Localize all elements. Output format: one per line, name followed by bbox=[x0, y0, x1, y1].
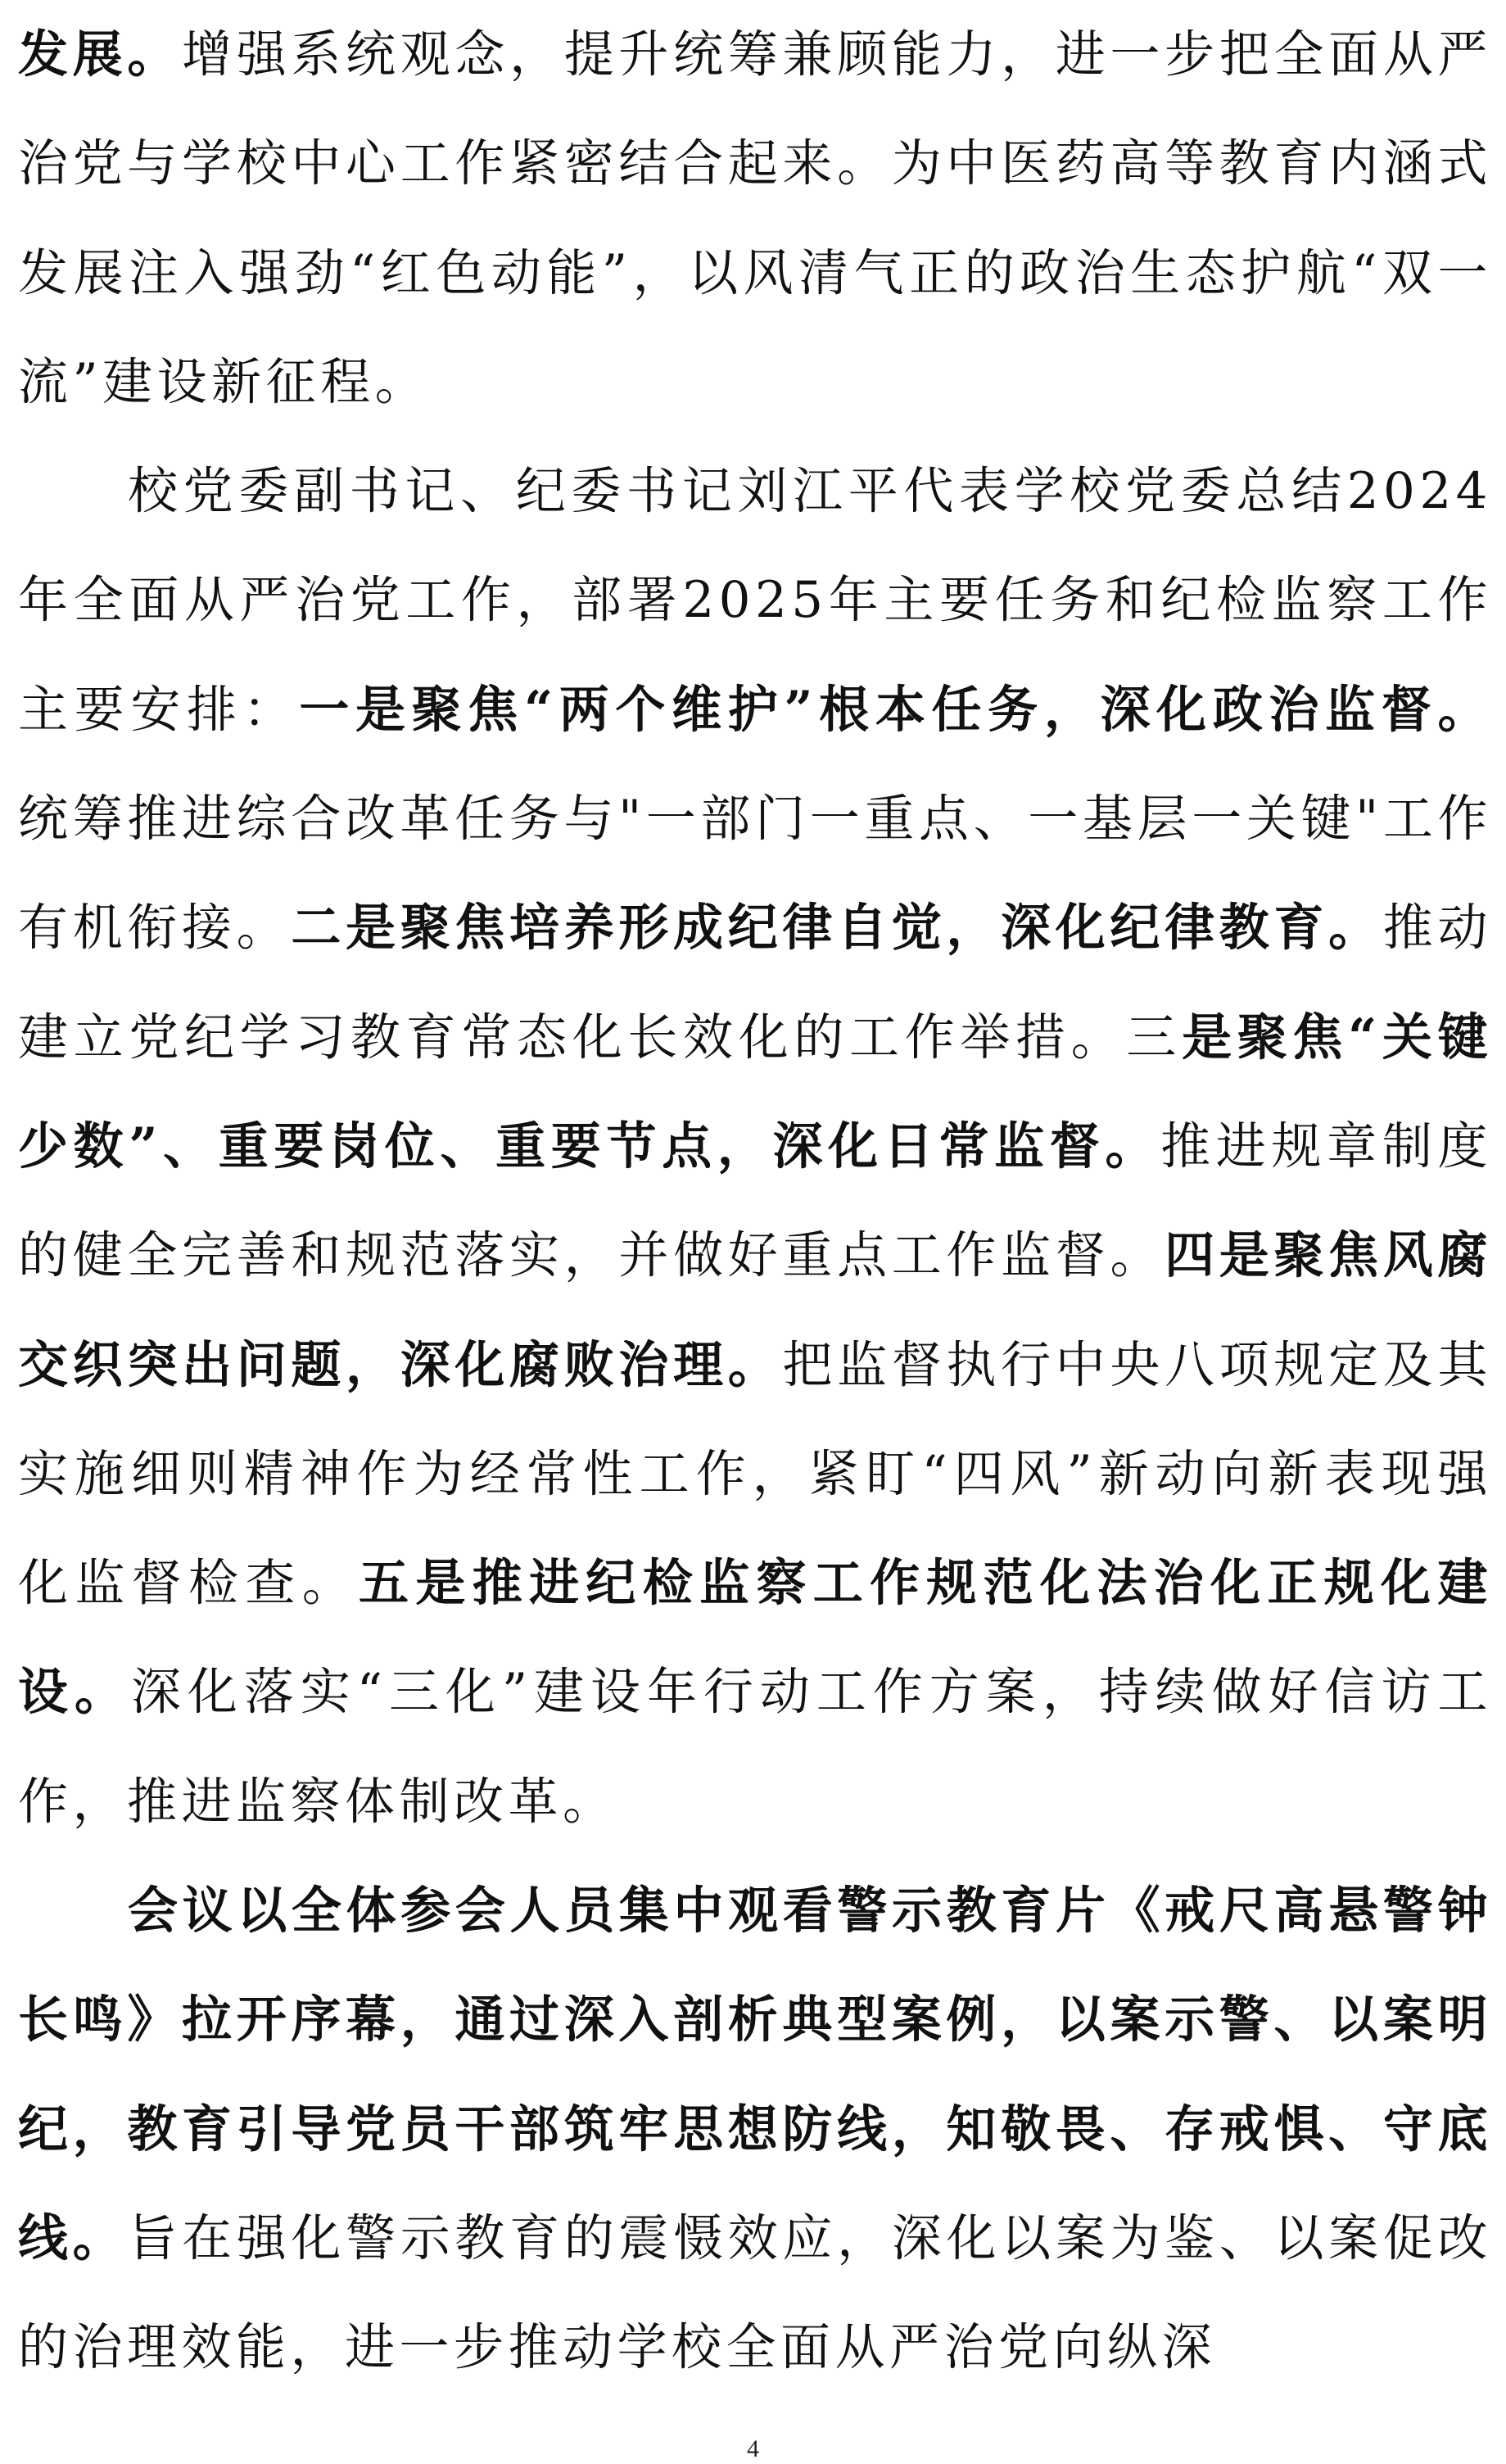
document-body bbox=[18, 0, 1492, 2403]
bold-run: 五是推进纪检监察工作规范化法治化正规化建设。 bbox=[18, 1554, 1492, 1722]
bold-run: 一是聚焦“两个维护”根本任务，深化政治监督。 bbox=[299, 680, 1492, 739]
paragraph-2 bbox=[18, 437, 1492, 1856]
text-run: 推进规章制度的健全完善和规范落实，并做好重点工作监督。 bbox=[18, 1116, 1492, 1285]
bold-run: 是聚焦“关键少数”、重要岗位、重要节点，深化日常监督。 bbox=[18, 1008, 1492, 1175]
text-run: 校党委副书记、纪委书记刘江平代表学校党委总结2024年全面从严治党工作，部署2025年主要任务和纪检监察工作主要安排： bbox=[18, 462, 1492, 739]
text-run: 深化落实“三化”建设年行动工作方案，持续做好信访工作，推进监察体制改革。 bbox=[18, 1663, 1492, 1831]
text-run: 旨在强化警示教育的震慑效应，深化以案为鉴、以案促改的治理效能，进一步推动学校全面从严治党向纵深 bbox=[18, 2208, 1492, 2377]
page-number: 4 bbox=[747, 2435, 759, 2462]
bold-run: 四是聚焦风腐交织突出问题，深化腐败治理。 bbox=[18, 1226, 1492, 1394]
bold-run: 会议以全体参会人员集中观看警示教育片《戒尺高悬警钟长鸣》拉开序幕，通过深入剖析典型案例，以案示警、以案明纪，教育引导党员干部筑牢思想防线，知敬畏、存戒惧、守底线。 bbox=[18, 1882, 1492, 2267]
text-run: 统筹推进综合改革任务与"一部门一重点、一基层一关键"工作有机衔接。 bbox=[18, 790, 1492, 958]
text-run: 把监督执行中央八项规定及其实施细则精神作为经常性工作，紧盯“四风”新动向新表现强化监督检查。 bbox=[18, 1335, 1492, 1613]
bold-run: 发展。 bbox=[18, 25, 183, 84]
text-run: 推动建立党纪学习教育常态化长效化的工作举措。三 bbox=[18, 899, 1492, 1067]
paragraph-3 bbox=[18, 1856, 1492, 2402]
paragraph-1 bbox=[18, 0, 1492, 437]
bold-run: 二是聚焦培养形成纪律自觉，深化纪律教育。 bbox=[291, 899, 1383, 958]
text-run: 增强系统观念，提升统筹兼顾能力，进一步把全面从严治党与学校中心工作紧密结合起来。为中医药高等教育内涵式发展注入强劲“红色动能”，以风清气正的政治生态护航“双一流”建设新征程。 bbox=[18, 25, 1492, 411]
